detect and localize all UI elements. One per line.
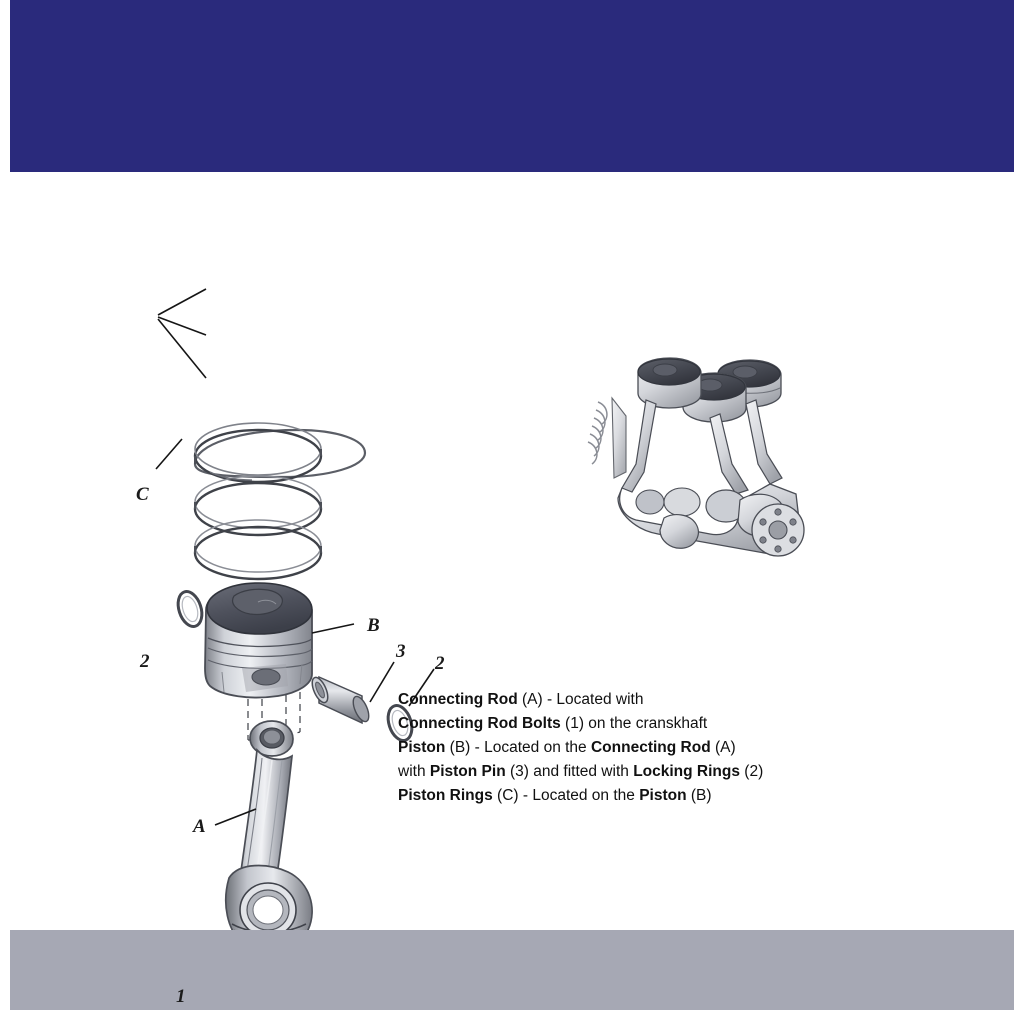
legend-term-piston-2: Piston xyxy=(639,787,687,804)
callout-2-right: 2 xyxy=(435,653,445,674)
legend-term-connecting-rod-2: Connecting Rod xyxy=(590,739,711,756)
locking-ring-left xyxy=(174,588,206,629)
callout-1: 1 xyxy=(176,986,186,1007)
legend-text-5b: (B) xyxy=(686,787,712,804)
legend-term-connecting-rod: Connecting Rod xyxy=(398,691,518,708)
legend-line-5 xyxy=(398,784,868,808)
legend-line-4 xyxy=(398,760,868,784)
legend-text-3b: (A) xyxy=(710,739,736,756)
legend-term-piston-rings: Piston Rings xyxy=(398,787,493,804)
connecting-rod xyxy=(226,721,312,930)
leader-line-b xyxy=(312,624,354,633)
callout-a: A xyxy=(193,816,206,837)
legend-term-piston: Piston xyxy=(398,739,446,756)
legend-text xyxy=(398,688,868,808)
legend-term-connecting-rod-bolts: Connecting Rod Bolts xyxy=(398,715,561,732)
legend-term-piston-pin: Piston Pin xyxy=(429,763,506,780)
left-margin xyxy=(0,0,10,1024)
legend-text-5a: (C) - Located on the xyxy=(492,787,640,804)
legend-text-2: (1) on the cranskhaft xyxy=(560,715,708,732)
callout-2-left: 2 xyxy=(140,651,150,672)
footer-banner xyxy=(10,930,1014,1010)
piston-rings xyxy=(195,423,365,579)
legend-text-3a: (B) - Located on the xyxy=(445,739,591,756)
diagram-svg xyxy=(10,172,1014,930)
callout-c: C xyxy=(136,484,149,505)
right-margin xyxy=(1014,0,1024,1024)
crankshaft-with-pistons-assembly xyxy=(588,358,804,556)
piston-pin xyxy=(309,675,372,724)
legend-line-3 xyxy=(398,736,868,760)
legend-line-2 xyxy=(398,712,868,736)
legend-term-locking-rings: Locking Rings xyxy=(633,763,740,780)
piston xyxy=(205,583,312,740)
callout-3: 3 xyxy=(396,641,406,662)
leader-lines-c xyxy=(158,289,206,378)
legend-text-4b: (3) and fitted with xyxy=(505,763,634,780)
leader-line-2-left xyxy=(156,439,182,469)
legend-text-4a: with xyxy=(398,763,430,780)
callout-b: B xyxy=(367,615,380,636)
legend-line-1 xyxy=(398,688,868,712)
bottom-margin xyxy=(0,1010,1024,1024)
exploded-diagram xyxy=(10,172,1014,1007)
header-banner xyxy=(10,0,1014,172)
leader-line-3 xyxy=(370,662,394,702)
legend-text-4c: (2) xyxy=(739,763,764,780)
legend-text-1: (A) - Located with xyxy=(517,691,644,708)
